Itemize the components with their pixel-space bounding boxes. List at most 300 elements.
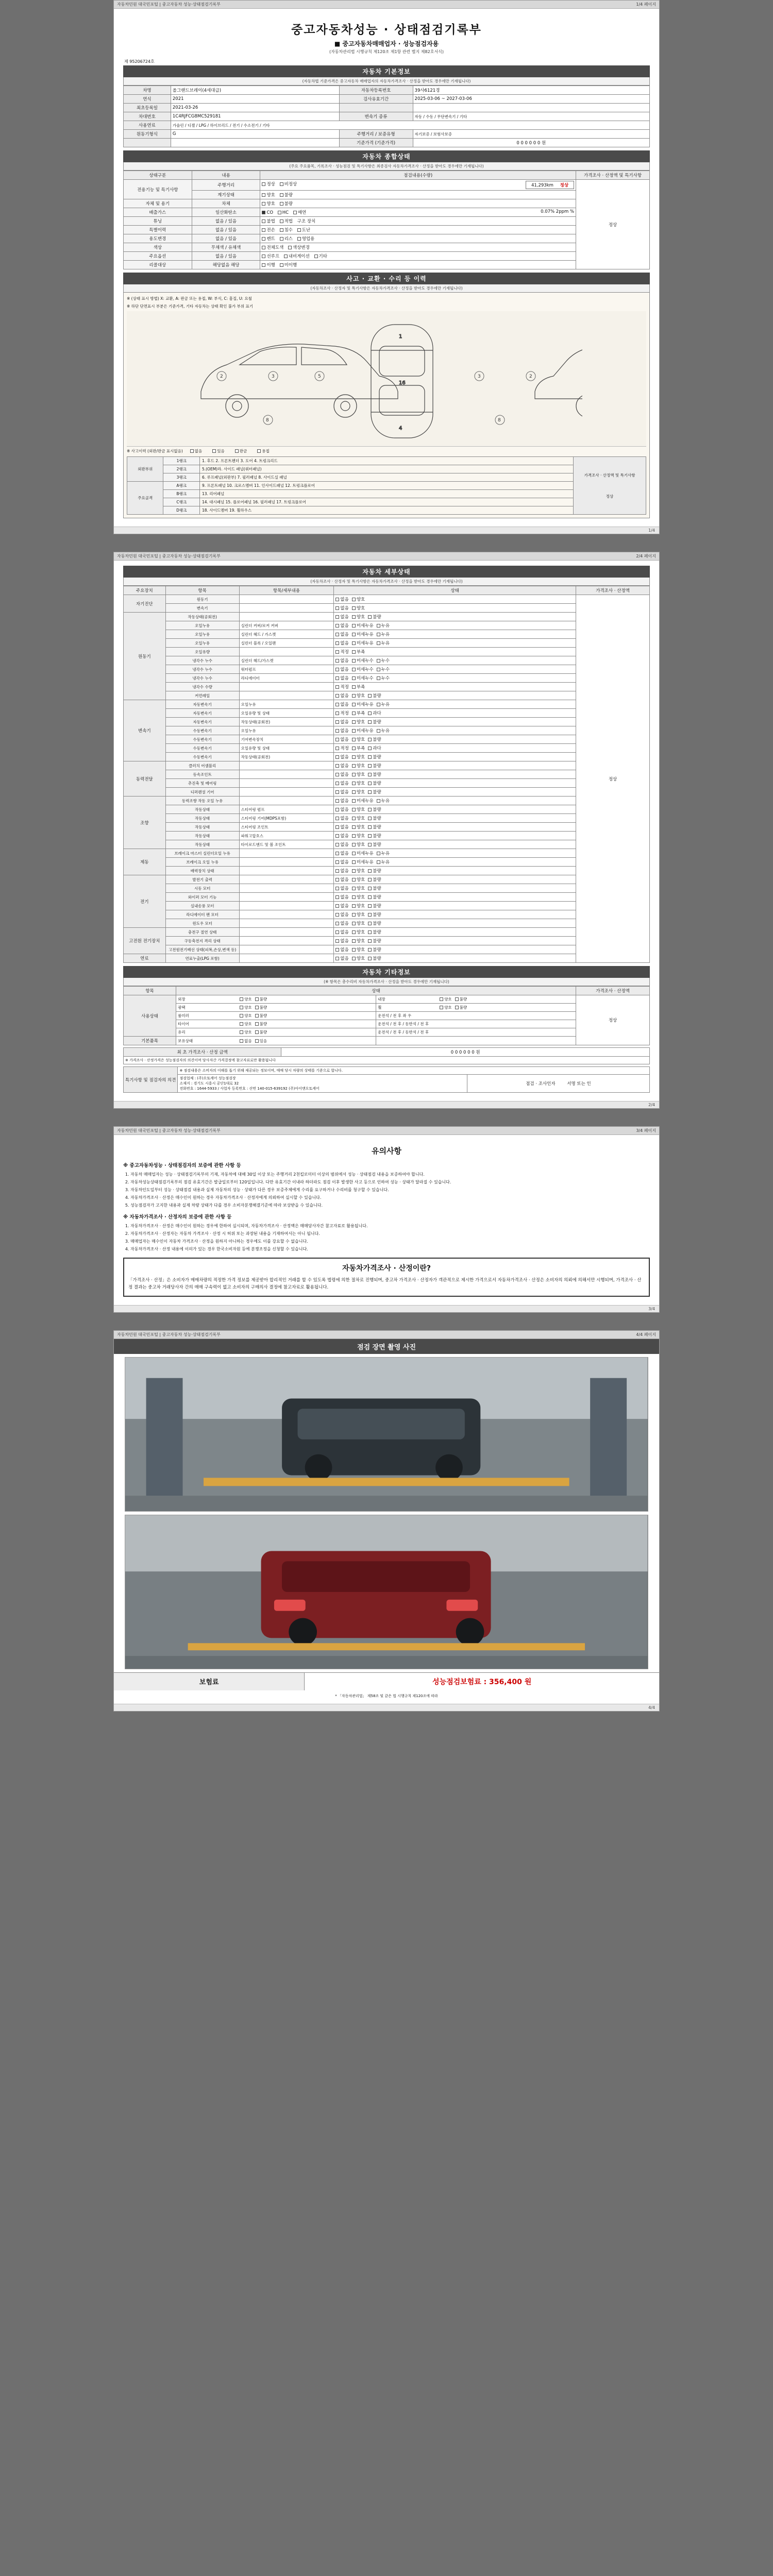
checkbox-없음[interactable] [335, 930, 339, 934]
checkbox-불량[interactable] [368, 930, 372, 934]
checkbox-없음[interactable] [240, 1039, 243, 1043]
checkbox-양호[interactable] [352, 615, 356, 619]
checkbox-불량[interactable] [368, 755, 372, 759]
notice-item: 5. 성능점검자가 고지한 내용과 실제 차량 상태가 다를 경우 소비자분쟁해결기준에 따라 보상받을 수 있습니다. [130, 1202, 650, 1209]
option-label: 누유 [381, 632, 390, 637]
inspector-cell [467, 1075, 649, 1093]
detail-item-options [334, 709, 576, 718]
detail-item-sublabel: 실린더 커버/로커 커버 [239, 621, 334, 630]
other-row [124, 1028, 650, 1037]
checkbox-theft[interactable] [297, 228, 301, 232]
checkbox-양호[interactable] [352, 957, 356, 960]
option-label: 없음 [340, 790, 349, 795]
section-basic-info-note: (자동차법 기준가격은 중고자동차 매매업자의 자동차가격조사 · 산정을 받아도 경우에만 기재됩니다) [123, 77, 650, 86]
checkbox-없음[interactable] [335, 790, 339, 794]
detail-row [124, 893, 650, 902]
checkbox-미세누유[interactable] [352, 633, 356, 636]
checkbox-commercial[interactable] [297, 237, 301, 241]
checkbox-미세누유[interactable] [352, 799, 356, 803]
checkbox-없음[interactable] [335, 948, 339, 952]
checkbox-양호[interactable] [352, 904, 356, 908]
checkbox-양호[interactable] [352, 869, 356, 873]
detail-group-name: 고전원 전기장치 [124, 928, 166, 954]
checkbox-불량[interactable] [255, 1030, 259, 1034]
option-label: 미세누수 [356, 667, 374, 672]
checkbox-불량[interactable] [368, 738, 372, 741]
checkbox-good[interactable] [262, 193, 265, 197]
checkbox-불량[interactable] [255, 1006, 259, 1009]
option-label: 불량 [373, 877, 381, 883]
detail-item-sublabel [239, 893, 334, 902]
checkbox-없음[interactable] [335, 773, 339, 776]
car-outline-svg [191, 314, 582, 443]
checkbox-누유[interactable] [377, 624, 380, 628]
checkbox-co[interactable] [262, 211, 265, 214]
option-label: 없음 [340, 693, 349, 699]
checkbox-누수[interactable] [377, 668, 380, 671]
option-label: 양호 [244, 1030, 252, 1035]
checkbox-없음[interactable] [335, 764, 339, 768]
checkbox-누유[interactable] [377, 633, 380, 636]
checkbox-없음[interactable] [335, 659, 339, 663]
checkbox-없음[interactable] [335, 904, 339, 908]
checkbox-없음[interactable] [335, 834, 339, 838]
checkbox-없음[interactable] [335, 957, 339, 960]
checkbox-양호[interactable] [352, 764, 356, 768]
checkbox-양호[interactable] [352, 895, 356, 899]
checkbox-불량[interactable] [368, 615, 372, 619]
other-cell-left [176, 995, 376, 1004]
checkbox-exists[interactable] [212, 449, 216, 453]
checkbox-미세누유[interactable] [352, 624, 356, 628]
checkbox-없음[interactable] [335, 598, 339, 601]
checkbox-total-loss[interactable] [262, 228, 265, 232]
checkbox-bad[interactable] [280, 202, 283, 206]
detail-item-sublabel [239, 928, 334, 937]
checkbox-없음[interactable] [335, 913, 339, 917]
detail-item-label: 작동상태 [165, 814, 239, 823]
checkbox-과다[interactable] [368, 747, 372, 750]
checkbox-illegal[interactable] [262, 219, 265, 223]
option-label: 없음 [340, 807, 349, 812]
option-label: 과다 [373, 711, 381, 716]
detail-item-label: 수동변속기 [165, 744, 239, 753]
checkbox-없음[interactable] [335, 782, 339, 785]
other-row [124, 1020, 650, 1028]
checkbox-양호[interactable] [240, 1014, 243, 1018]
checkbox-미세누수[interactable] [352, 668, 356, 671]
svg-text:3: 3 [478, 374, 481, 379]
checkbox-미세누유[interactable] [352, 852, 356, 855]
detail-item-options [334, 858, 576, 867]
checkbox-누수[interactable] [377, 676, 380, 680]
detail-item-sublabel: 파워고압호스 [239, 832, 334, 840]
detail-item-sublabel [239, 796, 334, 805]
checkbox-없음[interactable] [335, 939, 339, 943]
option-label: 불량 [373, 956, 381, 961]
checkbox-없음[interactable] [335, 641, 339, 645]
checkbox-누유[interactable] [377, 729, 380, 733]
checkbox-불량[interactable] [368, 939, 372, 943]
detail-group-name: 제동 [124, 849, 166, 875]
checkbox-없음[interactable] [335, 922, 339, 925]
checkbox-양호[interactable] [240, 997, 243, 1001]
option-label: 없음 [340, 667, 349, 672]
checkbox-있음[interactable] [255, 1039, 259, 1043]
checkbox-양호[interactable] [352, 948, 356, 952]
checkbox-없음[interactable] [335, 817, 339, 820]
checkbox-weld[interactable] [257, 449, 261, 453]
checkbox-불량[interactable] [368, 843, 372, 846]
row-name: 없음 / 있음 [192, 226, 260, 234]
checkbox-없음[interactable] [335, 729, 339, 733]
checkbox-누유[interactable] [377, 860, 380, 864]
accident-foot-left: ※ 사고이력 (외판/판금 표시없음) [127, 449, 183, 453]
detail-item-label: 작동상태 [165, 823, 239, 832]
checkbox-불량[interactable] [368, 694, 372, 698]
checkbox-양호[interactable] [352, 790, 356, 794]
detail-item-options [334, 621, 576, 630]
checkbox-부족[interactable] [352, 711, 356, 715]
checkbox-불량[interactable] [368, 790, 372, 794]
checkbox-양호[interactable] [352, 720, 356, 724]
checkbox-없음[interactable] [335, 615, 339, 619]
detail-item-options [334, 832, 576, 840]
option-label: 미세누유 [356, 860, 374, 865]
cell-label [124, 139, 171, 147]
checkbox-불량[interactable] [368, 869, 372, 873]
notice-title: 유의사항 [372, 1146, 401, 1156]
checkbox-양호[interactable] [352, 834, 356, 838]
rank-label: 1랭크 [163, 457, 199, 465]
checkbox-양호[interactable] [240, 1022, 243, 1026]
rank-items: 13. 리어패널 [199, 490, 573, 498]
checkbox-불량[interactable] [368, 913, 372, 917]
row-category: 배출가스 [124, 208, 192, 217]
checkbox-누유[interactable] [377, 799, 380, 803]
checkbox-etc[interactable] [314, 255, 318, 258]
detail-item-sublabel [239, 595, 334, 604]
checkbox-양호[interactable] [352, 782, 356, 785]
checkbox-normal[interactable] [262, 182, 265, 186]
option-label: 양호 [356, 816, 365, 821]
option-label: 양호 [356, 781, 365, 786]
detail-row [124, 937, 650, 945]
detail-item-label: 작동상태 [165, 805, 239, 814]
checkbox-미세누유[interactable] [352, 729, 356, 733]
checkbox-없음[interactable] [335, 825, 339, 829]
checkbox-누유[interactable] [377, 852, 380, 855]
mileage-label: 41,293km [531, 183, 553, 188]
option-label: 없음 [340, 720, 349, 725]
checkbox-불량[interactable] [368, 817, 372, 820]
photo-front-illustration [125, 1358, 648, 1511]
checkbox-없음[interactable] [335, 624, 339, 628]
checkbox-누유[interactable] [377, 703, 380, 706]
notice-item: 3. 자동차인도일부터 성능 · 상태점검 내용과 실제 자동차의 성능 · 상태가 다른 경우 보증주체에게 수리를 요구하거나 수리비를 청구할 수 있습니다. [130, 1187, 650, 1193]
option-label: 양호 [444, 997, 452, 1002]
checkbox-불량[interactable] [368, 957, 372, 960]
checkbox-누유[interactable] [377, 641, 380, 645]
topbar-left-text: 자동차민원 대국민포털 | 중고자동차 성능·상태점검기록부 [117, 554, 221, 558]
checkbox-불량[interactable] [368, 720, 372, 724]
cell-value: 2021 [171, 95, 339, 104]
option-label: 없음 [340, 702, 349, 707]
checkbox-rent[interactable] [262, 237, 265, 241]
other-item-label: 휠 [378, 1005, 382, 1010]
checkbox-부족[interactable] [352, 747, 356, 750]
checkbox-없음[interactable] [335, 720, 339, 724]
checkbox-양호[interactable] [352, 738, 356, 741]
detail-row [124, 630, 650, 639]
topbar-right-text: 2/4 페이지 [636, 554, 656, 558]
checkbox-양호[interactable] [352, 817, 356, 820]
detail-item-sublabel: 오일유량 및 상태 [239, 744, 334, 753]
detail-row [124, 770, 650, 779]
other-cell-right [376, 1020, 576, 1028]
checkbox-없음[interactable] [335, 895, 339, 899]
checkbox-없음[interactable] [335, 676, 339, 680]
other-item-label: 내장 [378, 997, 385, 1002]
option-label: 미세누유 [356, 851, 374, 856]
cell-value [413, 104, 649, 112]
checkbox-양호[interactable] [352, 913, 356, 917]
detail-row [124, 910, 650, 919]
option-label: 누유 [381, 860, 390, 865]
detail-row [124, 709, 650, 718]
option-label: 불량 [373, 807, 381, 812]
option-label: 없음 [340, 623, 349, 629]
checkbox-양호[interactable] [352, 922, 356, 925]
checkbox-미세누유[interactable] [352, 703, 356, 706]
detail-row [124, 902, 650, 910]
checkbox-양호[interactable] [352, 825, 356, 829]
emission-values: 0.07% 2ppm % [541, 209, 575, 214]
detail-item-options [334, 604, 576, 613]
rank-label: 2랭크 [163, 465, 199, 473]
option-label: 양호 [356, 790, 365, 795]
option-label: 누유 [381, 702, 390, 707]
detail-item-options [334, 700, 576, 709]
checkbox-양호[interactable] [352, 598, 356, 601]
total-note: ※ 가격조사 · 산정가격은 성능점검자의 의견이며 당사자간 가격결정에 참고자료로만 활용됩니다 [124, 1057, 650, 1064]
checkbox-bad[interactable] [280, 193, 283, 197]
section-overall-note: (주요 주요품목, 기록조사 · 성능점검 및 특기사항은 최종검사 자동차가격조사 · 산정을 받아도 경우에만 기재됩니다) [123, 162, 650, 171]
option-label: 불량 [259, 1022, 267, 1026]
checkbox-적정[interactable] [335, 711, 339, 715]
cell-value: 1C4RJFCG8MC529181 [171, 112, 339, 121]
checkbox-양호[interactable] [352, 887, 356, 890]
checkbox-color-change[interactable] [288, 246, 292, 249]
checkbox-양호[interactable] [352, 878, 356, 882]
checkbox-양호[interactable] [352, 606, 356, 610]
option-label: 불량 [373, 939, 381, 944]
checkbox-abnormal[interactable] [280, 182, 283, 186]
option-label: 없음 [340, 764, 349, 769]
other-item-label: 외장 [178, 997, 186, 1002]
other-cell-left [176, 1028, 376, 1037]
checkbox-불량[interactable] [368, 782, 372, 785]
checkbox-양호[interactable] [352, 773, 356, 776]
checkbox-미세누수[interactable] [352, 676, 356, 680]
other-cell-left [176, 1004, 376, 1012]
checkbox-legal[interactable] [280, 219, 283, 223]
checkbox-없음[interactable] [335, 808, 339, 811]
checkbox-미세누수[interactable] [352, 659, 356, 663]
detail-item-sublabel: 오일유량 및 상태 [239, 709, 334, 718]
checkbox-없음[interactable] [335, 755, 339, 759]
total-label: 최 초 가격조사 · 산정 금액 [124, 1048, 281, 1057]
detail-item-options [334, 726, 576, 735]
checkbox-불량[interactable] [368, 825, 372, 829]
checkbox-양호[interactable] [352, 843, 356, 846]
cell-label: 연식 [124, 95, 171, 104]
option-label: 적정 [340, 711, 349, 716]
checkbox-none[interactable] [190, 449, 194, 453]
checkbox-불량[interactable] [255, 1014, 259, 1018]
checkbox-없음[interactable] [335, 878, 339, 882]
checkbox-불량[interactable] [368, 948, 372, 952]
checkbox-없음[interactable] [335, 852, 339, 855]
legend-weld: 용접 [262, 449, 270, 453]
option-label: 없음 [340, 834, 349, 839]
checkbox-lease[interactable] [280, 237, 283, 241]
option-label: 없음 [244, 1038, 252, 1043]
option-label: 누수 [381, 658, 390, 664]
checkbox-good[interactable] [262, 202, 265, 206]
checkbox-hc[interactable] [278, 211, 281, 214]
checkbox-flood[interactable] [280, 228, 283, 232]
checkbox-양호[interactable] [352, 930, 356, 934]
row-name: 없음 / 있음 [192, 252, 260, 261]
detail-item-sublabel [239, 788, 334, 796]
checkbox-smoke[interactable] [293, 211, 297, 214]
checkbox-없음[interactable] [335, 887, 339, 890]
option-label: 적정 [340, 650, 349, 655]
checkbox-불량[interactable] [368, 808, 372, 811]
detail-item-label: 시동 모터 [165, 884, 239, 893]
checkbox-없음[interactable] [335, 869, 339, 873]
detail-item-sublabel [239, 937, 334, 945]
checkbox-없음[interactable] [335, 843, 339, 846]
checkbox-양호[interactable] [240, 1030, 243, 1034]
checkbox-executed[interactable] [262, 263, 265, 267]
row-detail: 양호 불량 [260, 191, 576, 199]
checkbox-적정[interactable] [335, 650, 339, 654]
checkbox-적정[interactable] [335, 685, 339, 689]
checkbox-양호[interactable] [440, 1006, 443, 1009]
option-label: 부족 [356, 746, 365, 751]
checkbox-불량[interactable] [255, 997, 259, 1001]
other-item-label: 광택 [178, 1005, 186, 1010]
checkbox-부족[interactable] [352, 650, 356, 654]
checkbox-불량[interactable] [368, 834, 372, 838]
checkbox-양호[interactable] [352, 808, 356, 811]
detail-row [124, 840, 650, 849]
detail-item-options [334, 919, 576, 928]
checkbox-불량[interactable] [368, 922, 372, 925]
checkbox-없음[interactable] [335, 738, 339, 741]
detail-item-options [334, 656, 576, 665]
checkbox-양호[interactable] [352, 755, 356, 759]
option-label: 양호 [244, 997, 252, 1002]
checkbox-양호[interactable] [440, 997, 443, 1001]
checkbox-없음[interactable] [335, 694, 339, 698]
checkbox-부족[interactable] [352, 685, 356, 689]
detail-item-label: 작동상태 [165, 832, 239, 840]
checkbox-불량[interactable] [368, 773, 372, 776]
checkbox-양호[interactable] [240, 1006, 243, 1009]
checkbox-없음[interactable] [335, 633, 339, 636]
checkbox-불량[interactable] [455, 997, 459, 1001]
cell-label: 주행거리 / 보증유형 [339, 130, 413, 139]
basic-info-table [123, 86, 650, 147]
checkbox-없음[interactable] [335, 668, 339, 671]
legend-none: 없음 [194, 449, 203, 453]
detail-item-options [334, 595, 576, 604]
checkbox-없음[interactable] [335, 799, 339, 803]
option-label: 누유 [381, 641, 390, 646]
checkbox-양호[interactable] [352, 694, 356, 698]
detail-row [124, 875, 650, 884]
checkbox-full-repaint[interactable] [262, 246, 265, 249]
company-address: 소재지 : 경기도 시흥시 공단1대로 32 [179, 1081, 239, 1086]
page2-topbar [114, 552, 659, 561]
detail-item-label: 작동상태 [165, 840, 239, 849]
checkbox-양호[interactable] [352, 939, 356, 943]
checkbox-불량[interactable] [368, 904, 372, 908]
cell-value: 2025-03-06 ~ 2027-03-06 [413, 95, 649, 104]
page4-footbar: 4/4 [114, 1704, 659, 1711]
checkbox-불량[interactable] [368, 764, 372, 768]
option-label: 불량 [373, 895, 381, 900]
checkbox-없음[interactable] [335, 703, 339, 706]
checkbox-불량[interactable] [255, 1022, 259, 1026]
car-damage-diagram [123, 293, 650, 518]
topbar-left-text: 자동차민원 대국민포털 | 중고자동차 성능·상태점검기록부 [117, 2, 221, 7]
checkbox-없음[interactable] [335, 606, 339, 610]
checkbox-panel[interactable] [235, 449, 239, 453]
checkbox-not-executed[interactable] [280, 263, 283, 267]
other-group-name: 사용상태 [124, 995, 176, 1037]
option-label: 없음 [340, 737, 349, 742]
checkbox-불량[interactable] [455, 1006, 459, 1009]
checkbox-navigation[interactable] [284, 255, 288, 258]
checkbox-불량[interactable] [368, 887, 372, 890]
accident-right-value: 정상 [606, 494, 614, 499]
option-label: 미세누수 [356, 676, 374, 681]
detail-item-options [334, 753, 576, 761]
checkbox-sunroof[interactable] [262, 255, 265, 258]
checkbox-누수[interactable] [377, 659, 380, 663]
checkbox-불량[interactable] [368, 878, 372, 882]
rank-items: 5.(OEM)라. 사이드 패널(쿼터패널) [199, 465, 573, 473]
other-item-label: 룸미러 [178, 1013, 189, 1018]
option-label: 부족 [356, 685, 365, 690]
checkbox-없음[interactable] [335, 860, 339, 864]
checkbox-과다[interactable] [368, 711, 372, 715]
option-label: 없음 [340, 728, 349, 734]
checkbox-불량[interactable] [368, 895, 372, 899]
row-detail: 렌트 리스 영업용 [260, 234, 576, 243]
cell-label: 변속기 종류 [339, 112, 413, 121]
page-1 [113, 0, 660, 534]
checkbox-적정[interactable] [335, 747, 339, 750]
checkbox-미세누유[interactable] [352, 860, 356, 864]
other-row [124, 1012, 650, 1020]
detail-row [124, 656, 650, 665]
checkbox-미세누유[interactable] [352, 641, 356, 645]
